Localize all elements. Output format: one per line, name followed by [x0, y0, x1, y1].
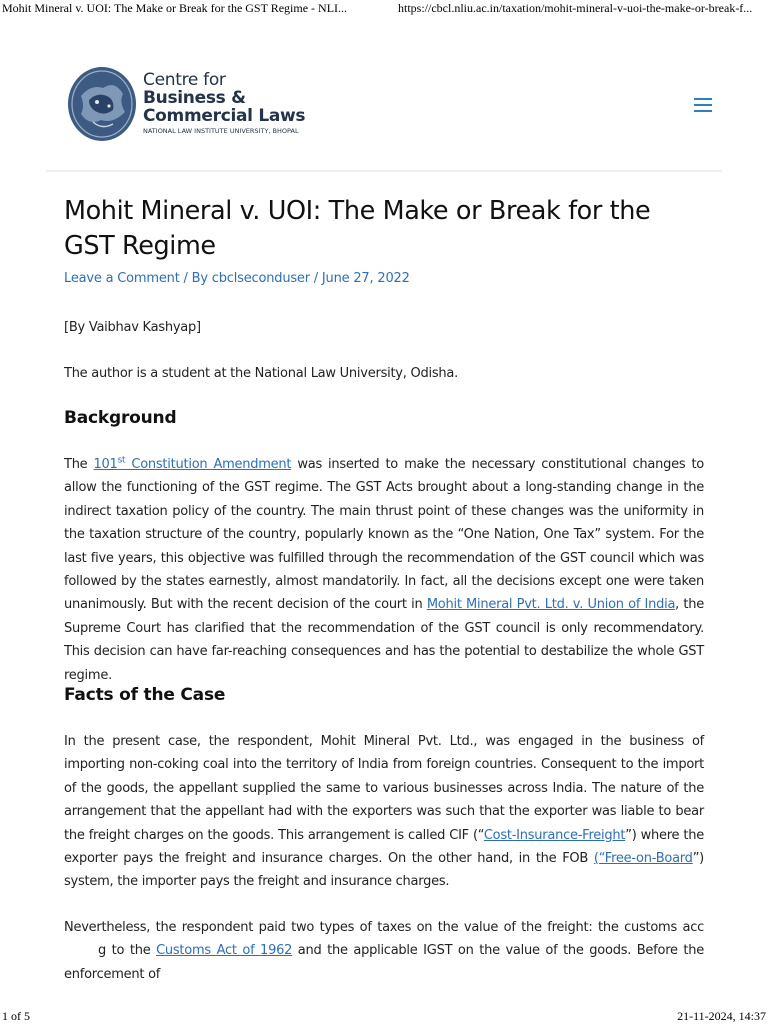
fob-link[interactable]: (“Free-on-Board	[593, 851, 693, 867]
facts-paragraph-1	[64, 730, 704, 894]
meta-separator: /	[309, 271, 322, 286]
facts-paragraph-2	[64, 916, 704, 986]
print-page-url: https://cbcl.nliu.ac.in/taxation/mohit-mineral-v-uoi-the-make-or-break-f...	[398, 1, 753, 15]
constitution-amendment-link[interactable]	[94, 457, 292, 472]
meta-separator: / By	[179, 271, 212, 286]
text-run: , the Supreme Court has clarified that the recommendation of the GST council is only recommendatory. This decision can have far-reaching consequences and has the potential to destabilize the whole GST regime.	[64, 597, 704, 683]
section-heading-background: Background	[64, 408, 177, 428]
byline: [By Vaibhav Kashyap]	[64, 320, 201, 335]
author-link[interactable]: cbclseconduser	[211, 271, 310, 286]
text-run: g	[98, 943, 107, 959]
print-page-title: Mohit Mineral v. UOI: The Make or Break for the GST Regime - NLI...	[2, 1, 348, 15]
cif-link[interactable]: Cost-Insurance-Freight	[483, 827, 626, 843]
text-run: The	[64, 457, 94, 472]
post-meta	[64, 271, 410, 286]
author-note: The author is a student at the National Law University, Odisha.	[64, 366, 458, 381]
link-text: Constitution Amendment	[125, 457, 292, 472]
text-run: In the present case, the respondent, Mohit Mineral Pvt. Ltd., was engaged in the business of importing non-coking coal into the territory of India from foreign countries. Consequent to the import of the goods, the appellant supplied the same to various businesses across India. The nature of the arrangement that the appellant had with the exporters was such that the exporter was liable to bear the freight charges on the goods. This arrangement is called CIF (“	[64, 734, 704, 843]
site-header	[64, 62, 724, 146]
logo-line-2: Business &	[143, 88, 246, 108]
background-paragraph	[64, 453, 704, 687]
text-run: ”) system, the importer pays the freight and insurance charges.	[64, 851, 704, 890]
logo-emblem-icon[interactable]	[67, 66, 137, 142]
logo-line-3: Commercial Laws	[143, 106, 306, 126]
leave-comment-link[interactable]: Leave a Comment	[64, 271, 180, 286]
print-footer	[0, 1008, 768, 1024]
print-header	[0, 0, 768, 18]
post-title: Mohit Mineral v. UOI: The Make or Break for the GST Regime	[64, 196, 651, 261]
mohit-mineral-case-link[interactable]: Mohit Mineral Pvt. Ltd. v. Union of India	[426, 597, 676, 613]
text-run: to the	[106, 943, 157, 959]
post-date: June 27, 2022	[321, 271, 410, 286]
text-run: was inserted to make the necessary constitutional changes to allow the functioning of the GST regime. The GST Acts brought about a long-standing change in the indirect taxation policy of the country. The main thrust point of these changes was the uniformity in the taxation structure of the country, popularly known as the “One Nation, One Tax” system. For the last five years, this objective was fulfilled through the recommendation of the GST council which was followed by the states earnestly, almost mandatorily. In fact, all the decisions except one were taken unanimously. But with the recent decision of the court in	[64, 457, 704, 613]
customs-act-link[interactable]: Customs Act of 1962	[156, 943, 293, 959]
logo-wordmark[interactable]	[143, 72, 305, 135]
hamburger-menu-icon[interactable]	[694, 98, 712, 112]
text-run: Nevertheless, the respondent paid two types of taxes on the value of the freight: the customs acc	[64, 920, 704, 935]
text-run: and the applicable IGST on the value of the goods. Before the enforcement of	[64, 943, 704, 982]
header-divider	[46, 170, 722, 172]
text-run: ”) where the exporter pays the freight and insurance charges. On the other hand, in the FOB	[64, 827, 704, 867]
print-datetime: 21-11-2024, 14:37	[677, 1009, 766, 1023]
section-heading-facts: Facts of the Case	[64, 685, 226, 705]
logo-subtitle: NATIONAL LAW INSTITUTE UNIVERSITY, BHOPAL	[143, 127, 299, 135]
logo-line-1: Centre for	[143, 70, 226, 90]
link-text: 101	[93, 457, 118, 472]
page-number: 1 of 5	[2, 1009, 30, 1023]
link-superscript: st	[117, 455, 126, 466]
